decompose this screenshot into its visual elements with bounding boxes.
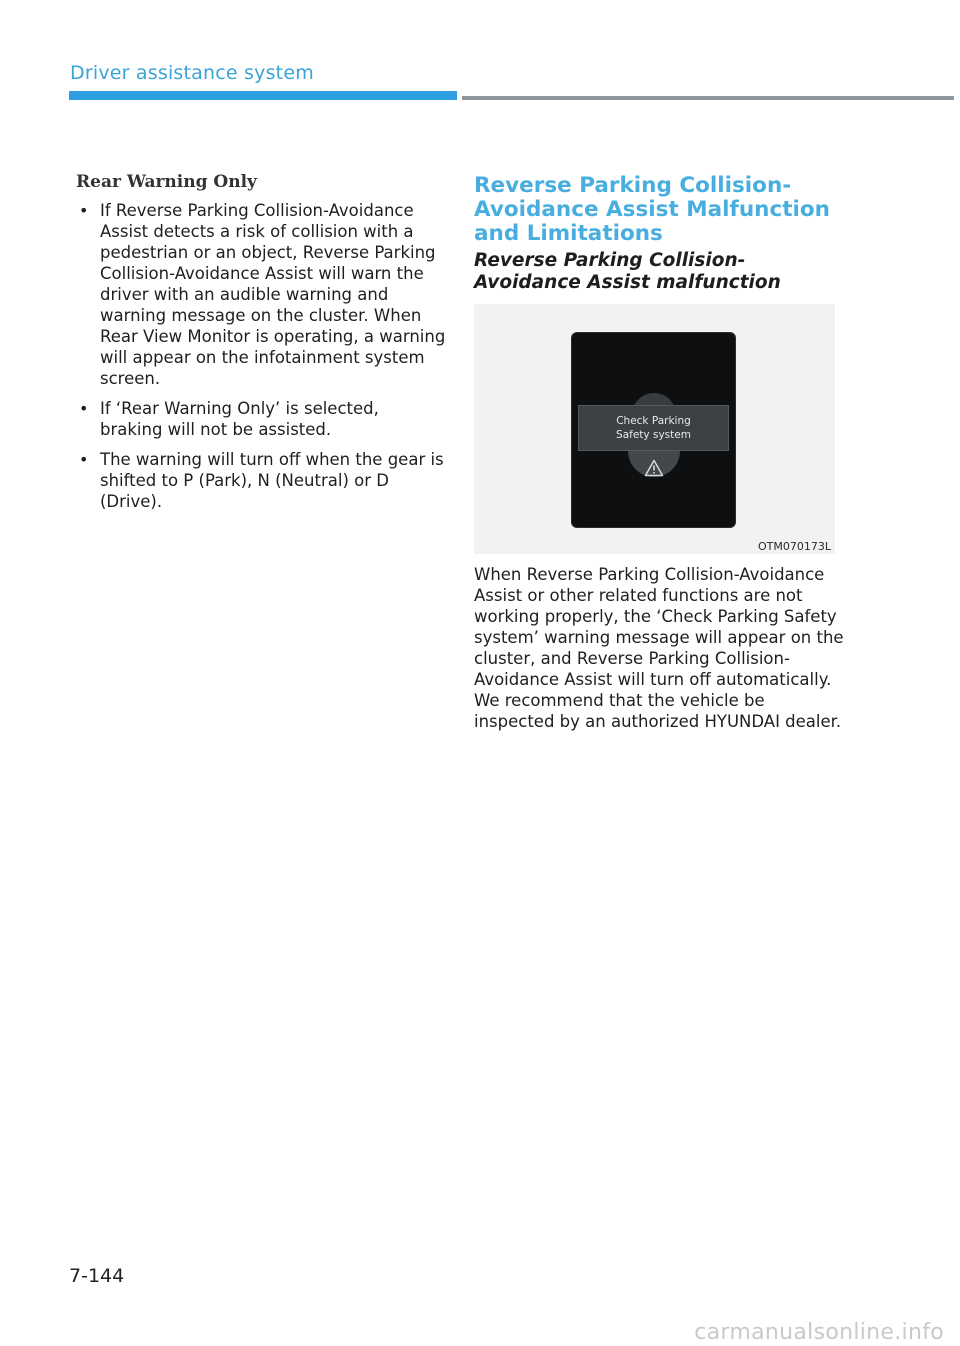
cluster-screen: [572, 333, 735, 527]
section-title: Driver assistance system: [70, 62, 314, 84]
malfunction-section-heading: Reverse Parking Collision-Avoidance Assist Malfunction and Limitations: [474, 173, 830, 246]
list-item: [76, 449, 446, 512]
warning-message-line2: Safety system: [616, 429, 691, 441]
recommendation-paragraph: We recommend that the vehicle be inspected by an authorized HYUNDAI dealer.: [474, 691, 842, 731]
list-item-text: The warning will turn off when the gear is shifted to P (Park), N (Neutral) or D (Drive).: [100, 450, 444, 511]
header-rule-blue: [69, 91, 457, 100]
malfunction-paragraph: When Reverse Parking Collision-Avoidance Assist or other related functions are not working properly, the ‘Check Parking Safety system’ warning message will appear on the cluster, and Reverse Parking Collision-Avoidance Assist will turn off automatically.: [474, 565, 844, 689]
rear-warning-bullet-list: [76, 200, 446, 512]
warning-message-box: [578, 405, 729, 451]
figure-code: OTM070173L: [758, 540, 831, 553]
list-item-text: If Reverse Parking Collision-Avoidance Assist detects a risk of collision with a pedestrian or an object, Reverse Parking Collision-Avoidance Assist will warn the driver with an audible warning and warning message on the cluster. When Rear View Monitor is operating, a warning will appear on the infotainment system screen.: [100, 201, 446, 388]
watermark: carmanualsonline.info: [694, 1320, 944, 1345]
list-item: [76, 398, 446, 440]
cluster-figure: [474, 304, 835, 554]
header-rule-gray: [462, 96, 954, 100]
list-item-text: If ‘Rear Warning Only’ is selected, braking will not be assisted.: [100, 399, 379, 439]
bullet-marker: •: [79, 201, 89, 220]
warning-message-line1: Check Parking: [616, 415, 691, 427]
warning-triangle-icon: [644, 459, 664, 477]
list-item: [76, 200, 446, 389]
bullet-marker: •: [79, 450, 89, 469]
right-column: [474, 174, 844, 732]
left-column: [76, 172, 446, 521]
rear-warning-only-heading: Rear Warning Only: [76, 172, 257, 192]
bullet-marker: •: [79, 399, 89, 418]
malfunction-subheading: Reverse Parking Collision-Avoidance Assist malfunction: [474, 250, 781, 293]
page-number: 7-144: [69, 1265, 125, 1287]
